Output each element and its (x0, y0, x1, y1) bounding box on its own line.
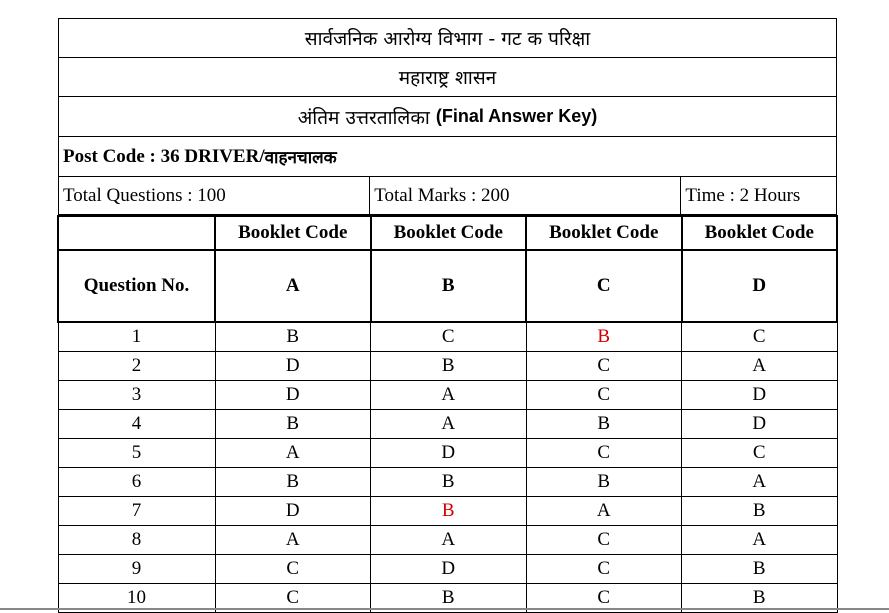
answer-cell-d: B (682, 584, 838, 613)
total-questions: Total Questions : 100 (59, 177, 370, 214)
department-title (58, 18, 837, 58)
booklet-code-c: C (526, 250, 682, 322)
answer-cell-c: B (526, 322, 682, 352)
booklet-code-d: D (682, 250, 838, 322)
answer-cell-b: A (371, 381, 527, 410)
booklet-code-label-c: Booklet Code (526, 216, 682, 250)
answer-cell-b: A (371, 526, 527, 555)
post-code-row (58, 137, 837, 177)
question-number-cell: 1 (58, 322, 215, 352)
question-number-cell: 3 (58, 381, 215, 410)
answer-cell-d: B (682, 555, 838, 584)
table-row (58, 439, 837, 468)
government-title (58, 58, 837, 97)
answer-cell-a: B (215, 322, 371, 352)
booklet-code-label-b: Booklet Code (371, 216, 527, 250)
table-row (58, 381, 837, 410)
answer-cell-a: C (215, 584, 371, 613)
booklet-code-label-d: Booklet Code (682, 216, 838, 250)
question-number-cell: 8 (58, 526, 215, 555)
answer-cell-d: A (682, 526, 838, 555)
question-number-cell: 10 (58, 584, 215, 613)
question-number-cell: 9 (58, 555, 215, 584)
answer-cell-d: B (682, 497, 838, 526)
exam-info-row (58, 177, 837, 215)
answer-cell-c: C (526, 526, 682, 555)
booklet-letter-row (58, 250, 837, 322)
answer-cell-c: A (526, 497, 682, 526)
exam-time: Time : 2 Hours (685, 184, 801, 206)
answer-cell-a: D (215, 497, 371, 526)
question-number-cell: 4 (58, 410, 215, 439)
booklet-code-header-row (58, 216, 837, 250)
table-row (58, 352, 837, 381)
answer-cell-d: A (682, 468, 838, 497)
question-number-cell: 2 (58, 352, 215, 381)
question-number-cell: 6 (58, 468, 215, 497)
question-no-header: Question No. (58, 250, 215, 322)
answer-key-document (58, 18, 837, 613)
answer-cell-b: B (371, 352, 527, 381)
government-title-text: महाराष्ट्र शासन (398, 67, 497, 89)
answer-key-title-devanagari: अंतिम उत्तरतालिका (297, 106, 430, 129)
answer-cell-d: D (682, 410, 838, 439)
booklet-code-b: B (371, 250, 527, 322)
question-number-cell: 7 (58, 497, 215, 526)
answer-cell-b: B (371, 584, 527, 613)
booklet-code-a: A (215, 250, 371, 322)
answer-cell-a: A (215, 526, 371, 555)
table-row (58, 555, 837, 584)
answer-cell-d: A (682, 352, 838, 381)
answer-cell-b: A (371, 410, 527, 439)
total-marks: Total Marks : 200 (370, 177, 681, 214)
answer-key-title (58, 97, 837, 137)
table-row (58, 468, 837, 497)
answer-cell-c: C (526, 584, 682, 613)
answer-cell-a: B (215, 410, 371, 439)
answer-cell-c: B (526, 410, 682, 439)
answer-cell-d: C (682, 439, 838, 468)
answer-cell-c: C (526, 352, 682, 381)
question-number-cell: 5 (58, 439, 215, 468)
answer-rows (58, 322, 837, 613)
answer-cell-a: D (215, 381, 371, 410)
answer-cell-b: D (371, 439, 527, 468)
post-code-devanagari: वाहनचालक (264, 148, 337, 168)
answer-cell-a: A (215, 439, 371, 468)
booklet-code-label-a: Booklet Code (215, 216, 371, 250)
answer-cell-c: C (526, 381, 682, 410)
answer-cell-b: D (371, 555, 527, 584)
table-row (58, 526, 837, 555)
answer-cell-a: D (215, 352, 371, 381)
department-title-text: सार्वजनिक आरोग्य विभाग - गट क परिक्षा (304, 28, 591, 50)
post-code-label: Post Code : 36 DRIVER/ (63, 145, 265, 167)
answer-cell-a: C (215, 555, 371, 584)
answer-cell-b: B (371, 497, 527, 526)
answer-key-title-english: (Final Answer Key) (435, 106, 598, 126)
table-row (58, 322, 837, 352)
answer-cell-d: C (682, 322, 838, 352)
answer-cell-c: C (526, 439, 682, 468)
answer-cell-c: C (526, 555, 682, 584)
answer-cell-d: D (682, 381, 838, 410)
page-bottom-divider (0, 608, 889, 610)
table-row (58, 497, 837, 526)
answer-cell-b: B (371, 468, 527, 497)
answer-cell-b: C (371, 322, 527, 352)
header-blank-cell (58, 216, 215, 250)
answer-cell-c: B (526, 468, 682, 497)
table-row (58, 410, 837, 439)
answer-key-table (57, 215, 838, 613)
answer-cell-a: B (215, 468, 371, 497)
